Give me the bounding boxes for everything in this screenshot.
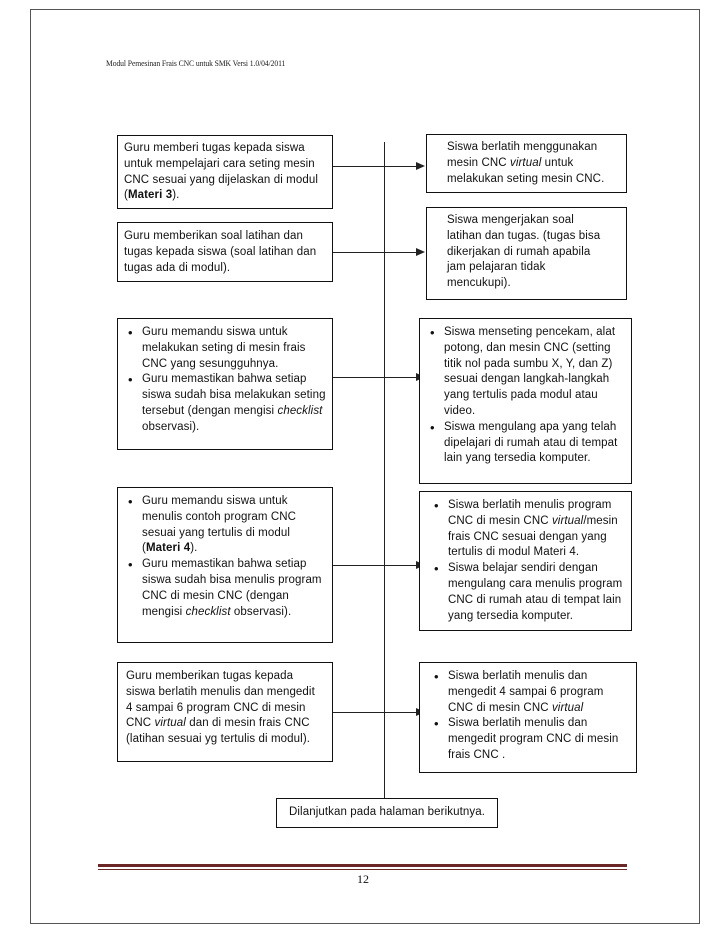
connector-left-1 bbox=[333, 166, 384, 167]
student-step-3-box bbox=[419, 318, 632, 484]
page-header: Modul Pemesinan Frais CNC untuk SMK Versi 1.0/04/2011 bbox=[106, 58, 286, 68]
page-number: 12 bbox=[357, 872, 369, 886]
teacher-step-3-list bbox=[124, 325, 326, 436]
student-step-5-list bbox=[430, 669, 628, 764]
student-step-3-item-1: • Siswa menseting pencekam, alat potong, dan mesin CNC (setting titik nol pada sumbu X, Y, dan Z) sesuai dengan langkah-langkah yang tertulis pada modul atau video. bbox=[426, 325, 625, 420]
arrow-right-2-head bbox=[416, 248, 425, 256]
connector-left-5 bbox=[333, 712, 384, 713]
student-step-5-box bbox=[419, 662, 637, 773]
continue-box bbox=[276, 798, 498, 828]
teacher-step-1-text: Guru memberi tugas kepada siswa untuk mempelajari cara seting mesin CNC sesuai yang dijelaskan di modul (Materi 3). bbox=[124, 142, 318, 202]
teacher-step-2-box bbox=[117, 222, 333, 282]
teacher-step-4-list bbox=[124, 494, 326, 620]
footer-rule-thin bbox=[98, 869, 627, 870]
student-step-5-item-2: • Siswa berlatih menulis dan mengedit program CNC di mesin frais CNC . bbox=[430, 716, 628, 763]
connector-left-2 bbox=[333, 252, 384, 253]
arrow-right-1-line bbox=[384, 166, 417, 167]
teacher-step-3-item-1: • Guru memandu siswa untuk melakukan seting di mesin frais CNC yang sesungguhnya. bbox=[124, 325, 326, 372]
continue-text: Dilanjutkan pada halaman berikutnya. bbox=[288, 806, 486, 818]
teacher-step-1-box bbox=[117, 135, 333, 209]
teacher-step-5-box bbox=[117, 662, 333, 762]
arrow-right-5-line bbox=[384, 712, 417, 713]
student-step-2-box bbox=[426, 207, 627, 300]
student-step-5-item-1: • Siswa berlatih menulis dan mengedit 4 sampai 6 program CNC di mesin CNC virtual bbox=[430, 669, 628, 716]
student-step-4-item-1: • Siswa berlatih menulis program CNC di mesin CNC virtual/mesin frais CNC sesuai dengan yang tertulis di modul Materi 4. bbox=[430, 498, 623, 561]
student-step-3-item-2: • Siswa mengulang apa yang telah dipelajari di rumah atau di tempat lain yang tersedia komputer. bbox=[426, 420, 625, 467]
teacher-step-4-item-1: • Guru memandu siswa untuk menulis contoh program CNC sesuai yang tertulis di modul (Materi 4). bbox=[124, 494, 326, 557]
student-step-4-list bbox=[430, 498, 623, 624]
teacher-step-3-box bbox=[117, 318, 333, 450]
student-step-1-box bbox=[426, 134, 627, 193]
teacher-step-4-box bbox=[117, 487, 333, 643]
flow-vertical-line bbox=[384, 142, 385, 798]
student-step-2-text: Siswa mengerjakan soal latihan dan tugas. (tugas bisa dikerjakan di rumah apabila jam pelajaran tidak mencukupi). bbox=[447, 214, 601, 290]
connector-left-4 bbox=[333, 565, 384, 566]
student-step-4-item-2: • Siswa belajar sendiri dengan mengulang cara menulis program CNC di rumah atau di tempat lain yang tersedia komputer. bbox=[430, 561, 623, 624]
connector-left-3 bbox=[333, 377, 384, 378]
footer-rule-thick bbox=[98, 864, 627, 867]
teacher-step-2-text: Guru memberikan soal latihan dan tugas kepada siswa (soal latihan dan tugas ada di modul). bbox=[124, 230, 317, 274]
teacher-step-3-item-2: • Guru memastikan bahwa setiap siswa sudah bisa melakukan seting tersebut (dengan mengisi checklist observasi). bbox=[124, 372, 326, 435]
arrow-right-2-line bbox=[384, 252, 417, 253]
teacher-step-5-text: Guru memberikan tugas kepada siswa berlatih menulis dan mengedit 4 sampai 6 program CNC di mesin CNC virtual dan di mesin frais CNC (latihan sesuai yg tertulis di modul). bbox=[126, 670, 315, 746]
arrow-right-1-head bbox=[416, 162, 425, 170]
student-step-3-list bbox=[426, 325, 625, 467]
teacher-step-4-item-2: • Guru memastikan bahwa setiap siswa sudah bisa menulis program CNC di mesin CNC (dengan mengisi checklist observasi). bbox=[124, 557, 326, 620]
arrow-right-4-line bbox=[384, 565, 417, 566]
student-step-4-box bbox=[419, 491, 632, 631]
arrow-right-3-line bbox=[384, 377, 417, 378]
student-step-1-text: Siswa berlatih menggunakan mesin CNC virtual untuk melakukan seting mesin CNC. bbox=[447, 141, 605, 185]
